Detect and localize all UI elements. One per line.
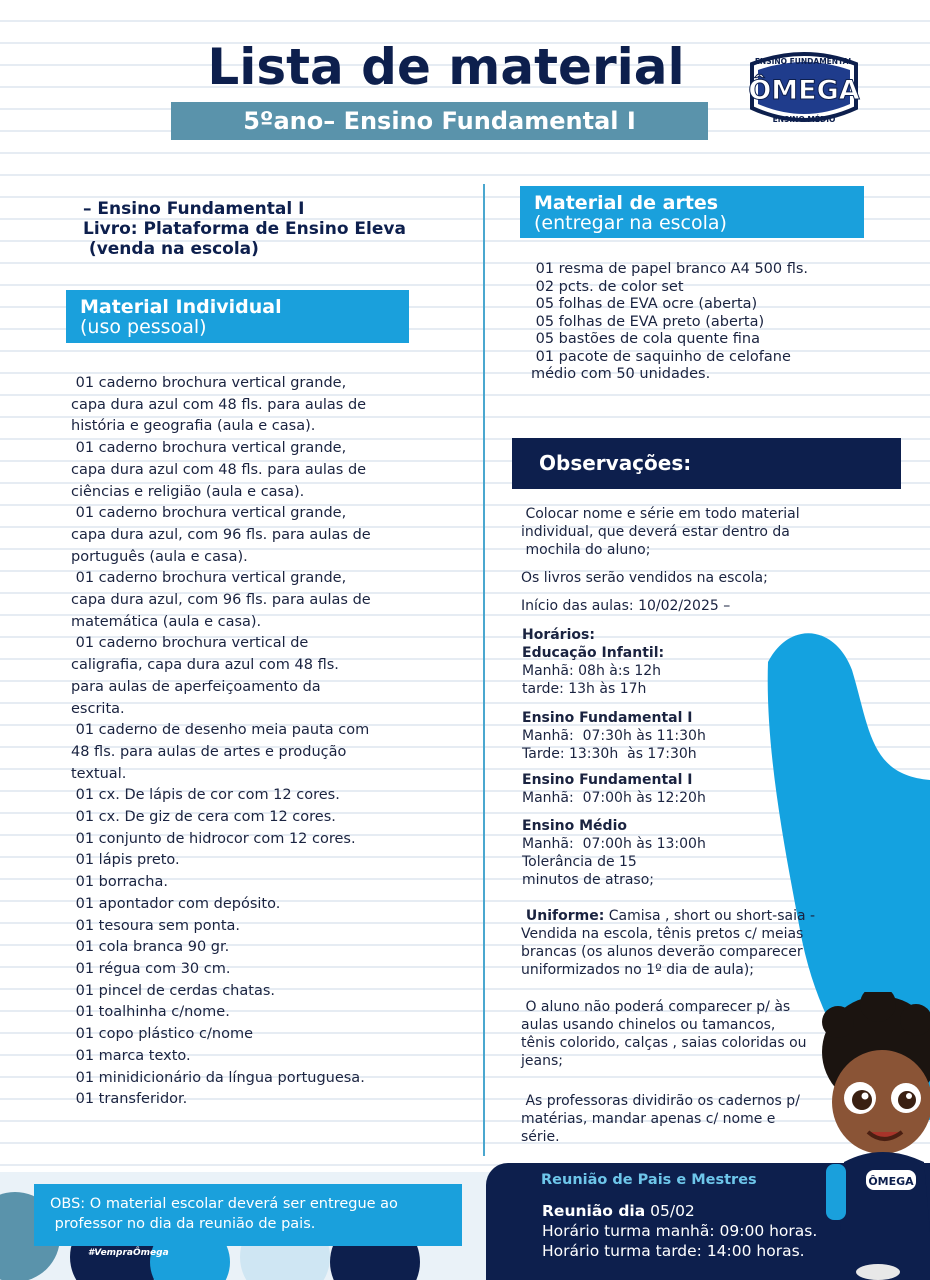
horario-ensino-medio [522, 817, 706, 889]
intro-block [83, 199, 406, 259]
list-item: 01 régua com 30 cm. [71, 960, 231, 977]
list-item: capa dura azul, com 96 fls. para aulas de [71, 526, 371, 543]
list-item: 01 caderno brochura vertical de [71, 635, 309, 652]
footer-obs-line: OBS: O material escolar deverá ser entregue ao [50, 1196, 398, 1212]
mascot-shirt-text: ÔMEGA [868, 1175, 914, 1188]
list-item: ciências e religião (aula e casa). [71, 483, 305, 500]
list-item: matemática (aula e casa). [71, 613, 262, 630]
column-divider [483, 184, 485, 1156]
horario-educacao-infantil [522, 644, 664, 698]
obs-nome [521, 505, 800, 559]
list-item: 01 caderno de desenho meia pauta com [71, 722, 370, 739]
obs-line: uniformizados no 1º dia de aula); [521, 962, 754, 978]
horario-title: Ensino Fundamental I [522, 772, 693, 788]
horario-fundamental-2 [522, 771, 706, 807]
horario-fundamental-1 [522, 709, 706, 763]
horario-line: Tarde: 13:30h às 17:30h [522, 746, 697, 762]
reuniao-dia-label: Reunião dia [542, 1202, 646, 1220]
obs-line: tênis colorido, calças , saias coloridas ou [521, 1035, 807, 1051]
obs-inicio: Início das aulas: 10/02/2025 – [521, 598, 731, 614]
artes-heading: Material de artes [534, 192, 719, 214]
obs-line: mochila do aluno; [521, 542, 651, 558]
artes-header [520, 186, 864, 238]
obs-chinelos [521, 998, 807, 1070]
obs-livros: Os livros serão vendidos na escola; [521, 570, 768, 586]
artes-list [531, 261, 831, 384]
list-item: 01 copo plástico c/nome [71, 1026, 254, 1043]
obs-line: aulas usando chinelos ou tamancos, [521, 1017, 776, 1033]
list-item: 01 borracha. [71, 874, 168, 891]
mascot-kid-illustration [808, 992, 930, 1280]
list-item: textual. [71, 765, 127, 782]
list-item: 01 cx. De lápis de cor com 12 cores. [71, 787, 340, 804]
list-item: 01 caderno brochura vertical grande, [71, 505, 347, 522]
list-item: 01 pincel de cerdas chatas. [71, 982, 275, 999]
logo-bottom-text: ENSINO MÉDIO [772, 115, 836, 124]
list-item: 01 caderno brochura vertical grande, [71, 570, 347, 587]
obs-line: Colocar nome e série em todo material [521, 506, 800, 522]
list-item: capa dura azul, com 96 fls. para aulas de [71, 592, 371, 609]
uniforme-label: Uniforme: [521, 908, 605, 924]
list-item: 01 caderno brochura vertical grande, [71, 440, 347, 457]
list-item: 05 bastões de cola quente fina [531, 331, 760, 347]
individual-header [66, 290, 409, 343]
logo-top-text: ENSINO FUNDAMENTAL [754, 57, 854, 66]
logo-brand: ÔMEGA [748, 75, 860, 106]
obs-uniforme [521, 907, 815, 979]
horario-line: tarde: 13h às 17h [522, 681, 647, 697]
list-item: 01 cola branca 90 gr. [71, 939, 230, 956]
obs-line: jeans; [521, 1053, 563, 1069]
horario-line: minutos de atraso; [522, 872, 655, 888]
horario-line: Manhã: 07:00h às 12:20h [522, 790, 706, 806]
list-item: 01 resma de papel branco A4 500 fls. [531, 261, 809, 277]
list-item: 05 folhas de EVA preto (aberta) [531, 313, 765, 330]
individual-list [71, 373, 471, 1111]
list-item: 01 pacote de saquinho de celofane [531, 348, 791, 365]
list-item: português (aula e casa). [71, 548, 248, 565]
reuniao-dia-value: 05/02 [645, 1202, 695, 1220]
obs-line: O aluno não poderá comparecer p/ às [521, 999, 791, 1015]
list-item: 02 pcts. de color set [531, 278, 684, 295]
uniforme-first: Camisa , short ou short-saia - [604, 908, 816, 924]
list-item: 01 caderno brochura vertical grande, [71, 375, 347, 391]
list-item: 48 fls. para aulas de artes e produção [71, 743, 347, 760]
horario-title: Ensino Fundamental I [522, 710, 693, 726]
horario-title: Educação Infantil: [522, 645, 665, 661]
horario-line: Tolerância de 15 [522, 854, 637, 870]
horario-line: Manhã: 07:30h às 11:30h [522, 728, 706, 744]
list-item: escrita. [71, 700, 125, 717]
obs-cadernos [521, 1092, 800, 1146]
obs-line: As professoras dividirão os cadernos p/ [521, 1093, 800, 1109]
reuniao-manha: Horário turma manhã: 09:00 horas. [542, 1222, 818, 1240]
individual-subheading: (uso pessoal) [80, 316, 207, 338]
list-item: 01 apontador com depósito. [71, 895, 281, 912]
list-item: história e geografia (aula e casa). [71, 418, 316, 435]
intro-line: (venda na escola) [83, 239, 259, 259]
page-title: Lista de material [207, 38, 685, 96]
intro-line: Livro: Plataforma de Ensino Eleva [83, 219, 406, 239]
reuniao-dia [542, 1201, 695, 1221]
list-item: para aulas de aperfeiçoamento da [71, 678, 321, 695]
reuniao-tarde: Horário turma tarde: 14:00 horas. [542, 1242, 805, 1260]
list-item: capa dura azul com 48 fls. para aulas de [71, 461, 367, 478]
artes-subheading: (entregar na escola) [534, 212, 727, 234]
list-item: 05 folhas de EVA ocre (aberta) [531, 296, 758, 312]
reuniao-title: Reunião de Pais e Mestres [541, 1172, 757, 1188]
hashtag: #VempraÔmega [88, 1248, 169, 1258]
obs-line: série. [521, 1129, 560, 1145]
observacoes-heading: Observações: [512, 438, 901, 489]
list-item: 01 conjunto de hidrocor com 12 cores. [71, 830, 356, 847]
obs-line: individual, que deverá estar dentro da [521, 524, 790, 540]
list-item: 01 tesoura sem ponta. [71, 917, 241, 934]
list-item: capa dura azul com 48 fls. para aulas de [71, 396, 367, 413]
footer-obs [34, 1184, 462, 1246]
obs-line: matérias, mandar apenas c/ nome e [521, 1111, 776, 1127]
footer-obs-line: professor no dia da reunião de pais. [50, 1216, 316, 1232]
list-item: 01 toalhinha c/nome. [71, 1004, 230, 1021]
list-item: caligrafia, capa dura azul com 48 fls. [71, 657, 339, 674]
horario-line: Manhã: 08h à:s 12h [522, 663, 662, 679]
individual-heading: Material Individual [80, 296, 282, 318]
list-item: 01 minidicionário da língua portuguesa. [71, 1069, 365, 1086]
list-item: 01 lápis preto. [71, 852, 180, 869]
list-item: médio com 50 unidades. [531, 366, 711, 382]
list-item: 01 transferidor. [71, 1091, 188, 1108]
obs-line: brancas (os alunos deverão comparecer [521, 944, 803, 960]
horario-line: Manhã: 07:00h às 13:00h [522, 836, 706, 852]
page-subtitle: 5ºano– Ensino Fundamental I [171, 102, 708, 140]
omega-logo [742, 48, 866, 130]
obs-line: Vendida na escola, tênis pretos c/ meias [521, 926, 804, 942]
horarios-label: Horários: [522, 627, 595, 643]
list-item: 01 marca texto. [71, 1047, 191, 1064]
horario-title: Ensino Médio [522, 818, 627, 834]
list-item: 01 cx. De giz de cera com 12 cores. [71, 809, 336, 826]
intro-line: – Ensino Fundamental I [83, 199, 305, 219]
